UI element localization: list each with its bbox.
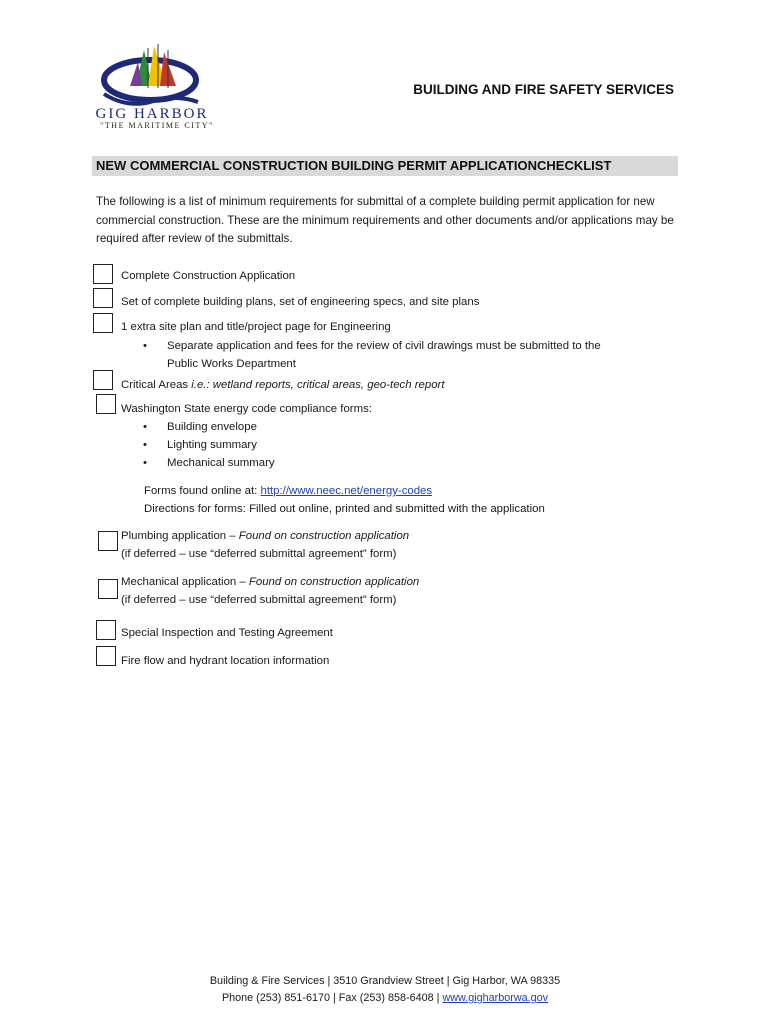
footer-phone-fax: Phone (253) 851-6170 | Fax (253) 858-6408 | — [221, 992, 443, 1004]
checkbox-building-plans[interactable] — [93, 288, 113, 308]
forms-directions: Directions for forms: Filled out online, printed and submitted with the application — [144, 503, 545, 515]
footer-contact — [0, 990, 770, 1007]
checkbox-construction-application[interactable] — [93, 264, 113, 284]
forms-online-label: Forms found online at: — [144, 485, 261, 497]
checkbox-extra-site-plan[interactable] — [93, 313, 113, 333]
checkbox-fire-flow[interactable] — [96, 646, 116, 666]
item-mechanical — [121, 573, 419, 591]
item-critical-areas — [121, 376, 445, 394]
item-special-inspection: Special Inspection and Testing Agreement — [121, 627, 333, 639]
energy-form-mechanical-summary — [143, 454, 275, 472]
agency-heading: BUILDING AND FIRE SAFETY SERVICES — [413, 82, 674, 97]
item-plumbing — [121, 527, 409, 545]
page-title: NEW COMMERCIAL CONSTRUCTION BUILDING PERMIT APPLICATIONCHECKLIST — [92, 156, 678, 176]
critical-areas-detail: i.e.: wetland reports, critical areas, geo-tech report — [191, 379, 445, 391]
forms-online — [144, 482, 432, 500]
plumbing-deferred: (if deferred – use “deferred submittal agreement” form) — [121, 548, 397, 560]
energy-form-lighting-summary — [143, 436, 257, 454]
plumbing-label: Plumbing application – — [121, 530, 239, 542]
bullet-icon: • — [143, 421, 147, 433]
mechanical-label: Mechanical application – — [121, 576, 249, 588]
mechanical-detail: Found on construction application — [248, 576, 420, 588]
bullet-icon: • — [143, 457, 147, 469]
civil-drawings-note — [143, 337, 601, 355]
critical-areas-label: Critical Areas — [121, 379, 192, 391]
website-link[interactable]: www.gigharborwa.gov — [442, 992, 549, 1004]
energy-form-label: Mechanical summary — [167, 457, 275, 469]
item-energy-code: Washington State energy code compliance forms: — [121, 403, 372, 415]
bullet-icon: • — [143, 439, 147, 451]
logo-tagline: "THE MARITIME CITY" — [100, 121, 214, 130]
checkbox-critical-areas[interactable] — [93, 370, 113, 390]
checkbox-plumbing[interactable] — [98, 531, 118, 551]
item-extra-site-plan: 1 extra site plan and title/project page for Engineering — [121, 321, 391, 333]
checkbox-energy-code[interactable] — [96, 394, 116, 414]
checkbox-special-inspection[interactable] — [96, 620, 116, 640]
item-building-plans: Set of complete building plans, set of engineering specs, and site plans — [121, 296, 480, 308]
bullet-icon: • — [143, 340, 147, 352]
intro-paragraph: The following is a list of minimum requirements for submittal of a complete building permit application for new commercial construction. These are the minimum requirements and other documents and/or applications may be required after review of the submittals. — [96, 195, 674, 245]
plumbing-detail: Found on construction application — [238, 530, 410, 542]
civil-note-line-2: Public Works Department — [167, 358, 296, 370]
civil-note-line-1: Separate application and fees for the review of civil drawings must be submitted to the — [167, 340, 601, 352]
footer-address: Building & Fire Services | 3510 Grandview Street | Gig Harbor, WA 98335 — [209, 975, 561, 987]
energy-form-label: Lighting summary — [167, 439, 257, 451]
item-construction-application: Complete Construction Application — [121, 270, 296, 282]
checkbox-mechanical[interactable] — [98, 579, 118, 599]
energy-codes-link[interactable]: http://www.neec.net/energy-codes — [260, 485, 433, 497]
mechanical-deferred: (if deferred – use “deferred submittal agreement” form) — [121, 594, 397, 606]
logo-text: GIG HARBOR — [95, 106, 209, 122]
item-fire-flow: Fire flow and hydrant location information — [121, 655, 330, 667]
energy-form-building-envelope — [143, 418, 257, 436]
energy-form-label: Building envelope — [167, 421, 257, 433]
